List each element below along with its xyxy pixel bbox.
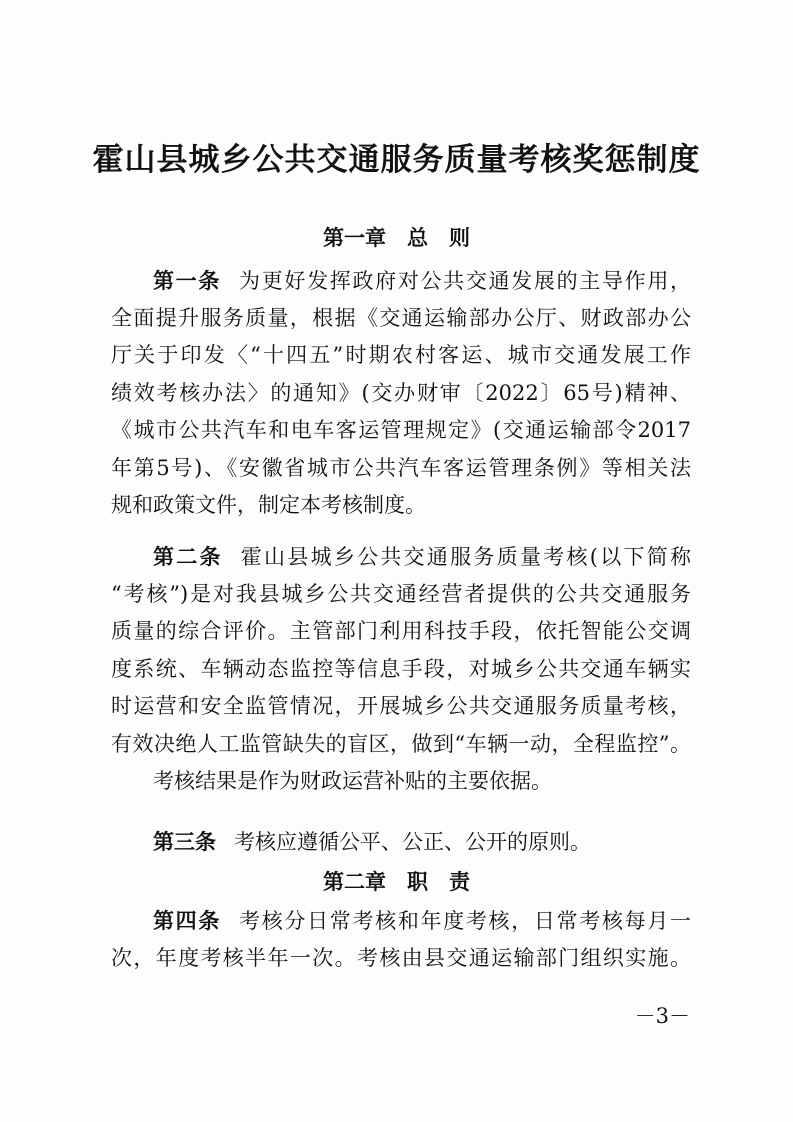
article-3 [111,823,691,861]
chapter-heading-general: 第一章 总 则 [323,225,470,250]
article-1-line: 厅关于印发〈“十四五”时期农村客运、城市交通发展工作 [111,343,691,367]
article-2-extra-line: 考核结果是作为财政运营补贴的主要依据。 [153,769,552,793]
article-1-line: 年第5号)、《安徽省城市公共汽车客运管理条例》等相关法 [111,455,691,480]
document-title: 霍山县城乡公共交通服务质量考核奖惩制度 [92,142,701,178]
article-2-line: 度系统、车辆动态监控等信息手段，对城乡公共交通车辆实 [111,656,691,681]
article-2-line: 第二条 霍山县城乡公共交通服务质量考核(以下简称 [153,544,691,569]
article-4 [111,902,691,977]
article-2 [111,538,691,801]
page-number: －3－ [634,1004,690,1028]
article-2-line: 有效决绝人工监管缺失的盲区，做到“车辆一动，全程监控”。 [111,731,691,756]
article-2-label: 第二条 [153,544,223,569]
article-1-line: 绩效考核办法〉的通知》(交办财审〔2022〕65号)精神、 [111,380,691,405]
article-2-line: “考核”)是对我县城乡公共交通经营者提供的公共交通服务 [111,581,691,606]
article-1-line: 规和政策文件，制定本考核制度。 [111,493,426,517]
article-4-label: 第四条 [153,908,222,933]
article-4-line: 次，年度考核半年一次。考核由县交通运输部门组织实施。 [111,945,691,970]
article-1 [111,262,691,525]
article-1-line: 第一条 为更好发挥政府对公共交通发展的主导作用， [153,268,691,293]
article-1-line: 全面提升服务质量，根据《交通运输部办公厅、财政部办公 [111,305,691,330]
article-3-label: 第三条 [153,829,216,854]
article-1-label: 第一条 [153,268,222,293]
article-2-line: 质量的综合评价。主管部门利用科技手段，依托智能公交调 [111,619,691,643]
chapter-heading-duties: 第二章 职 责 [323,869,470,894]
article-1-line: 《城市公共汽车和电车客运管理规定》(交通运输部令2017 [111,418,691,442]
article-3-line: 第三条 考核应遵循公平、公正、公开的原则。 [153,829,591,854]
article-4-line: 第四条 考核分日常考核和年度考核，日常考核每月一 [153,908,691,933]
article-2-line: 时运营和安全监管情况，开展城乡公共交通服务质量考核， [111,694,691,718]
